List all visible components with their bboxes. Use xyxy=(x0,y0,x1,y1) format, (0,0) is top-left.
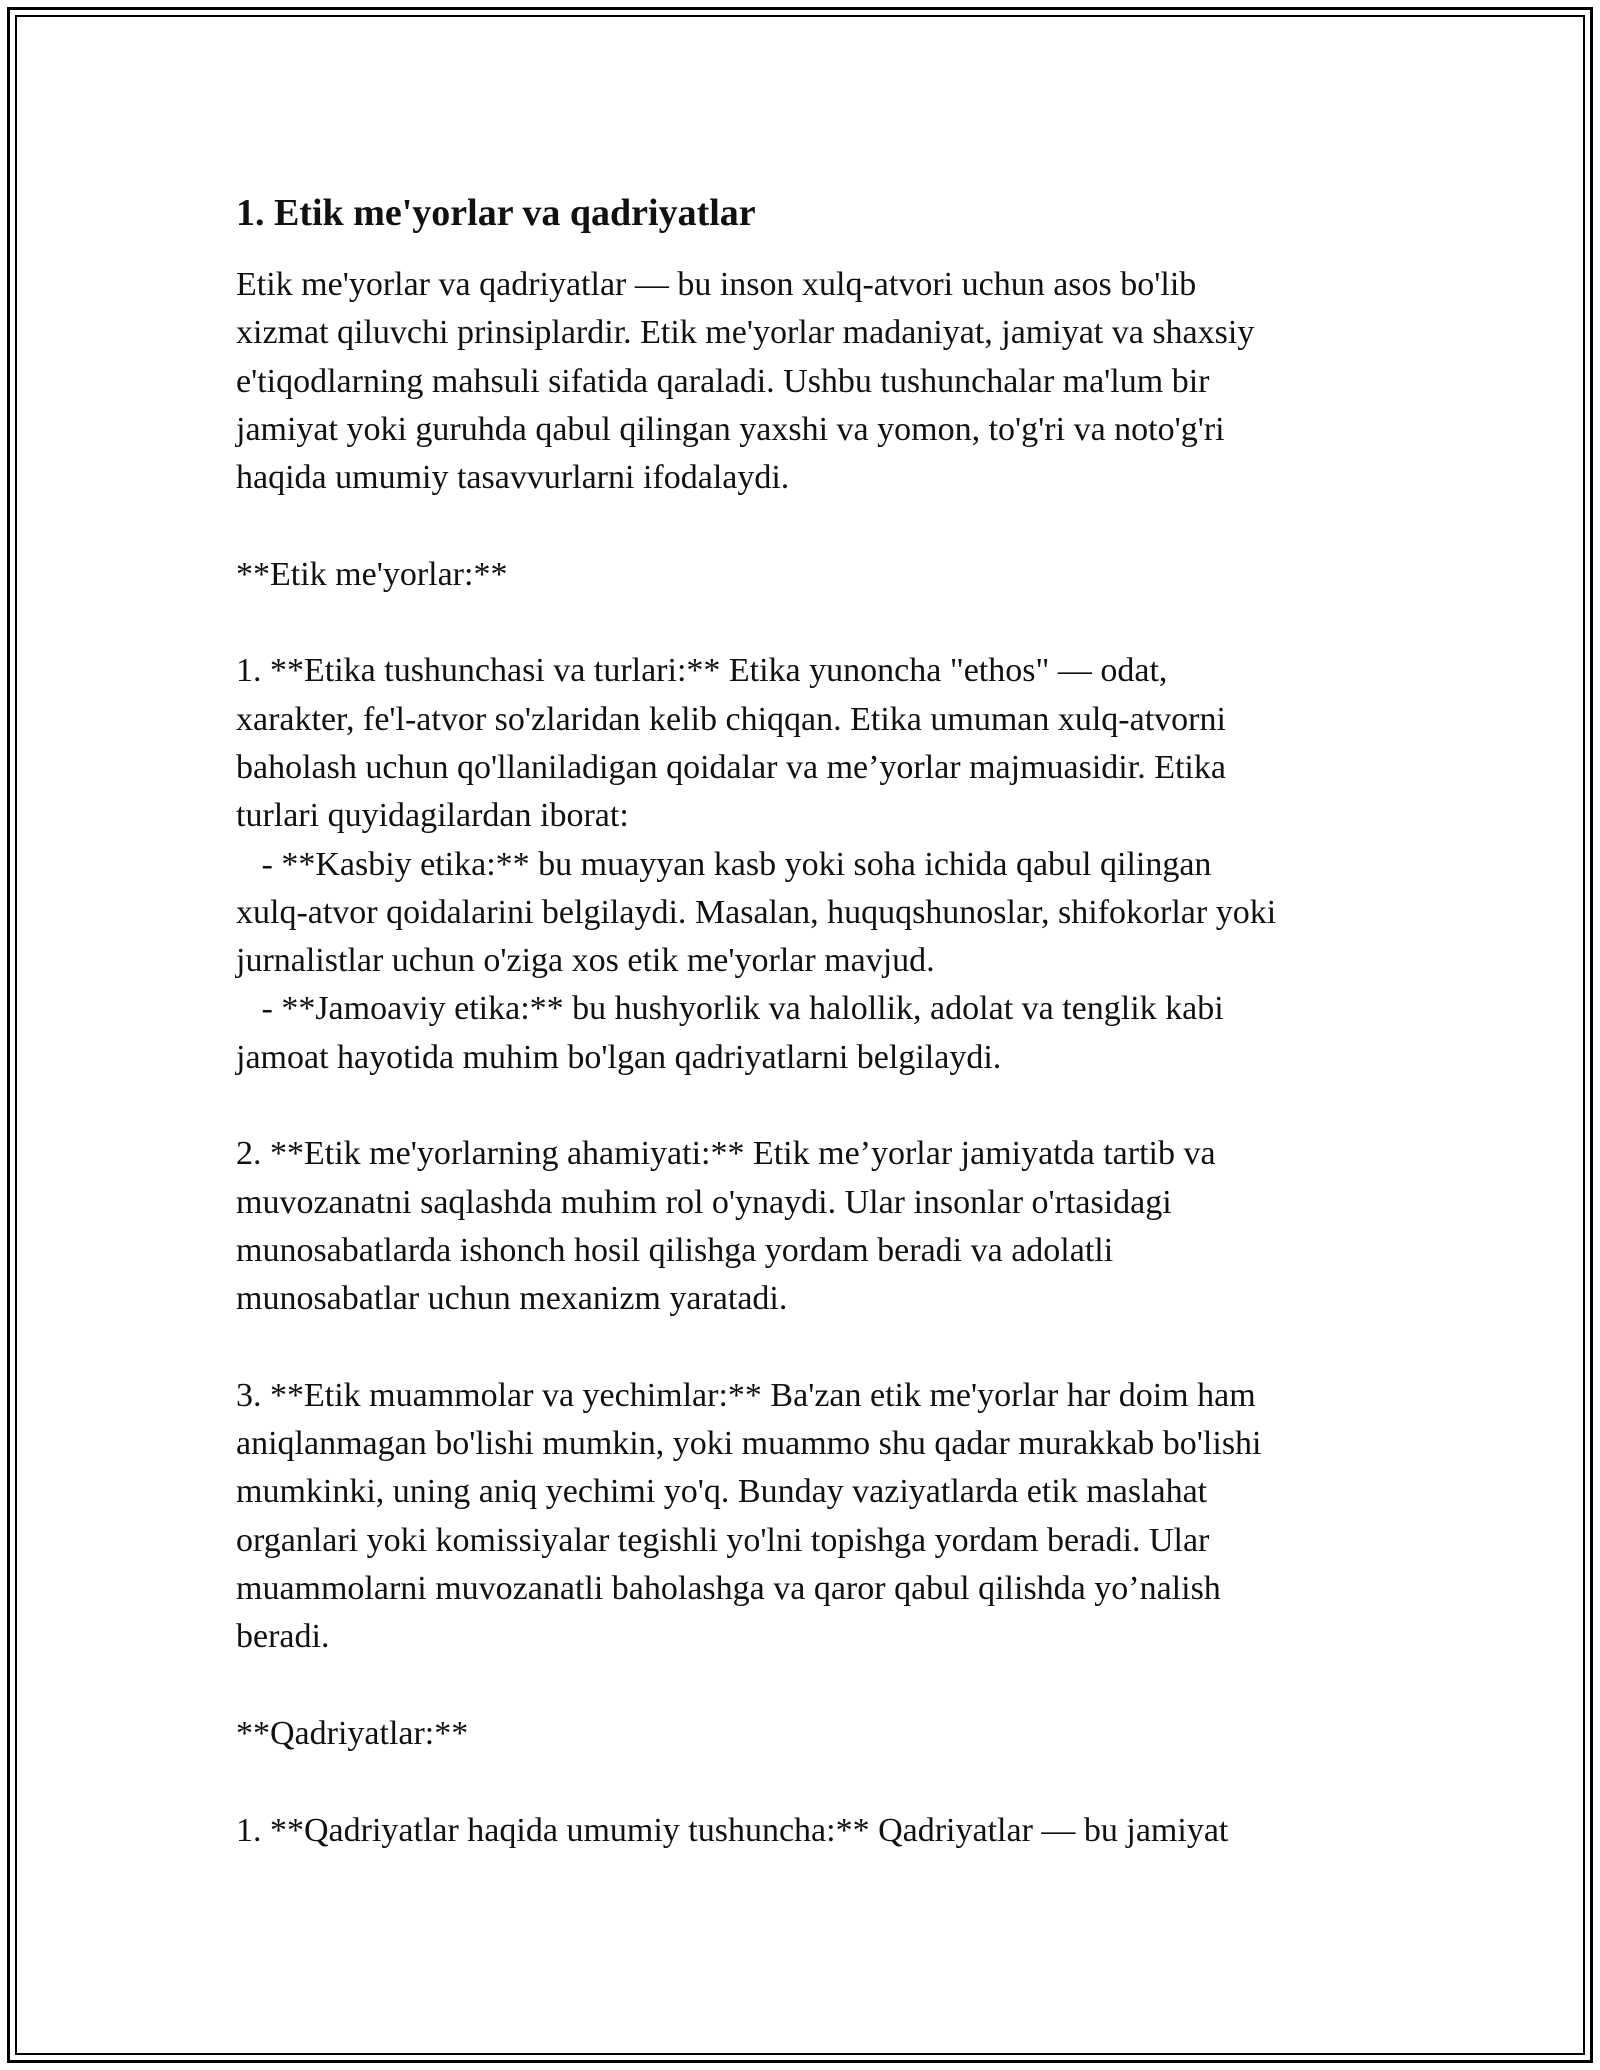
document-title: 1. Etik me'yorlar va qadriyatlar xyxy=(236,192,756,234)
intro-paragraph: Etik me'yorlar va qadriyatlar — bu inson xulq-atvori uchun asos bo'lib xizmat qiluvchi prinsiplardir. Etik me'yorlar madaniyat, jamiyat va shaxsiy e'tiqodlarning mahsuli sifatida qaraladi. Ushbu tushunchalar ma'lum bir jamiyat yoki guruhda qabul qilingan yaxshi va yomon, to'g'ri va noto'g'ri haqida umumiy tasavvurlarni ifodalaydi. xyxy=(236,266,1255,497)
document-body xyxy=(236,187,1366,1855)
list-item-ahamiyati: 2. **Etik me'yorlarning ahamiyati:** Etik me’yorlar jamiyatda tartib va muvozanatni saqlashda muhim rol o'ynaydi. Ular insonlar o'rtasidagi munosabatlarda ishonch hosil qilishga yordam beradi va adolatli munosabatlar uchun mexanizm yaratadi. xyxy=(236,1135,1216,1318)
paragraph-gap xyxy=(236,502,1366,550)
list-item-qadriyatlar-tushuncha: 1. **Qadriyatlar haqida umumiy tushuncha:** Qadriyatlar — bu jamiyat xyxy=(236,1811,1229,1849)
paragraph-gap xyxy=(236,1662,1366,1710)
section-heading-etik: **Etik me'yorlar:** xyxy=(236,555,508,593)
paragraph-gap xyxy=(236,1324,1366,1372)
section-heading-qadriyatlar: **Qadriyatlar:** xyxy=(236,1714,469,1752)
paragraph-gap xyxy=(236,1082,1366,1130)
paragraph-gap xyxy=(236,1758,1366,1806)
paragraph-gap xyxy=(236,599,1366,647)
list-item-etika-tushunchasi: 1. **Etika tushunchasi va turlari:** Etika yunoncha "ethos" — odat, xarakter, fe'l-atvor so'zlaridan kelib chiqqan. Etika umuman xulq-atvorni baholash uchun qo'llaniladigan qoidalar va me’yorlar majmuasidir. Etika turlari quyidagilardan iborat: - **Kasbiy etika:** bu muayyan kasb yoki soha ichida qabul qilingan xulq-atvor qoidalarini belgilaydi. Masalan, huquqshunoslar, shifokorlar yoki jurnalistlar uchun o'ziga xos etik me'yorlar mavjud. - **Jamoaviy etika:** bu hushyorlik va halollik, adolat va tenglik kabi jamoat hayotida muhim bo'lgan qadriyatlarni belgilaydi. xyxy=(236,652,1277,1076)
list-item-muammolar: 3. **Etik muammolar va yechimlar:** Ba'zan etik me'yorlar har doim ham aniqlanmagan bo'lishi mumkin, yoki muammo shu qadar murakkab bo'lishi mumkinki, uning aniq yechimi yo'q. Bunday vaziyatlarda etik maslahat organlari yoki komissiyalar tegishli yo'lni topishga yordam beradi. Ular muammolarni muvozanatli baholashga va qaror qabul qilishda yo’nalish beradi. xyxy=(236,1376,1262,1656)
